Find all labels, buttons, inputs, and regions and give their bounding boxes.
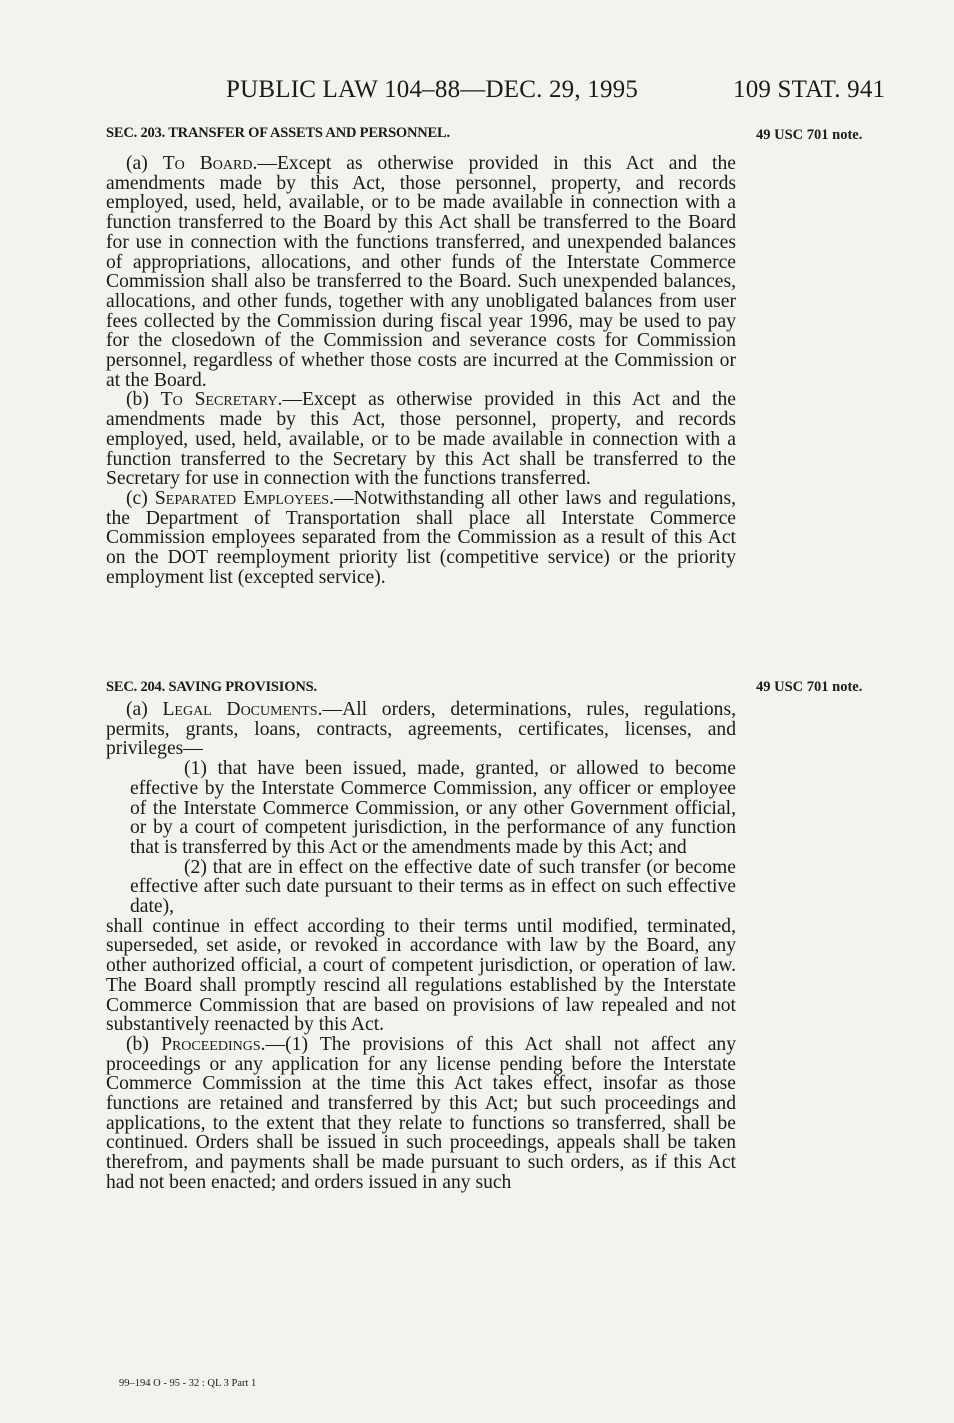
paragraph-label: (a) bbox=[126, 699, 163, 720]
section-204-body bbox=[106, 700, 736, 1193]
paragraph-caption: Legal Documents. bbox=[162, 699, 323, 720]
section-204-margin-note: 49 USC 701 note. bbox=[756, 679, 863, 695]
paragraph-caption: Proceedings. bbox=[161, 1033, 266, 1055]
running-head-stat: 109 STAT. 941 bbox=[733, 76, 886, 103]
paragraph-a-legal-documents bbox=[106, 700, 736, 759]
paragraph-b-proceedings bbox=[106, 1035, 736, 1193]
section-203-margin-note: 49 USC 701 note. bbox=[756, 127, 863, 143]
paragraph-label: (c) bbox=[126, 487, 155, 509]
paragraph-caption: To Board. bbox=[162, 153, 258, 174]
paragraph-text: (1) that have been issued, made, granted, or allowed to become effective by the Interstate Commerce Commission, any officer or employee of the Interstate Commerce Commission, or any other Government official, or by a court of competent jurisdiction, in the performance of any function that is transferred by this Act or the amendments made by this Act; and bbox=[130, 758, 736, 858]
paragraph-text: shall continue in effect according to their terms until modified, terminated, superseded, set aside, or revoked in accordance with law by the Board, any other authorized official, a court of competent jurisdiction, or operation of law. The Board shall promptly rescind all regulations established by the Interstate Commerce Commission that are based on provisions of law repealed and not substantively reenacted by this Act. bbox=[106, 915, 736, 1036]
paragraph-a-to-board bbox=[106, 154, 736, 390]
paragraph-b-to-secretary bbox=[106, 390, 736, 489]
paragraph-text: —Except as otherwise provided in this Act and the amendments made by this Act, those personnel, property, and records employed, used, held, available, or to be made available in connection with a function transferred to the Board by this Act shall be transferred to the Board for use in connection with the functions transferred, and unexpended balances of appropriations, allocations, and other funds of the Interstate Commerce Commission shall also be transferred to the Board. Such unexpended balances, allocations, and other funds, together with any unobligated balances from user fees collected by the Commission during fiscal year 1996, may be used to pay for the closedown of the Commission and severance costs for Commission personnel, regardless of whether those costs are incurred at the Commission or at the Board. bbox=[106, 153, 736, 391]
running-head-title: PUBLIC LAW 104–88—DEC. 29, 1995 bbox=[226, 76, 639, 103]
section-204-heading: SEC. 204. SAVING PROVISIONS. bbox=[106, 679, 317, 695]
clause-1 bbox=[106, 759, 736, 858]
paragraph-caption: Separated Employees. bbox=[154, 487, 334, 509]
section-203-heading: SEC. 203. TRANSFER OF ASSETS AND PERSONNEL. bbox=[106, 125, 450, 141]
paragraph-caption: To Secretary. bbox=[160, 389, 283, 411]
page-footer: 99–194 O - 95 - 32 : QL 3 Part 1 bbox=[119, 1378, 257, 1389]
paragraph-label: (b) bbox=[126, 389, 161, 411]
paragraph-text: —All orders, determinations, rules, regulations, permits, grants, loans, contracts, agreements, certificates, licenses, and privileges— bbox=[106, 699, 736, 760]
paragraph-c-separated-employees bbox=[106, 489, 736, 588]
paragraph-label: (b) bbox=[126, 1033, 162, 1055]
paragraph-text: (2) that are in effect on the effective date of such transfer (or become effective after such date pursuant to their terms as in effect on such effective date), bbox=[130, 856, 736, 918]
continuation-paragraph bbox=[106, 917, 736, 1035]
section-203-body bbox=[106, 154, 736, 587]
paragraph-text: —Notwithstanding all other laws and regulations, the Department of Transportation shall place all Interstate Commerce Commission employees separated from the Commission as a result of this Act on the DOT reemployment priority list (competitive service) or the priority employment list (excepted service). bbox=[106, 487, 736, 588]
paragraph-text: —(1) The provisions of this Act shall not affect any proceedings or any application for any license pending before the Interstate Commerce Commission at the time this Act takes effect, insofar as those functions are retained and transferred by this Act; but such proceedings and applications, to the extent that they relate to functions so transferred, shall be continued. Orders shall be issued in such proceedings, appeals shall be taken therefrom, and payments shall be made pursuant to such orders, as if this Act had not been enacted; and orders issued in any such bbox=[106, 1033, 737, 1193]
paragraph-text: —Except as otherwise provided in this Act and the amendments made by this Act, those personnel, property, and records employed, used, held, available, or to be made available in connection with a function transferred to the Secretary by this Act shall be transferred to the Secretary for use in connection with the functions transferred. bbox=[106, 389, 736, 490]
clause-2 bbox=[106, 858, 736, 917]
paragraph-label: (a) bbox=[126, 153, 163, 174]
